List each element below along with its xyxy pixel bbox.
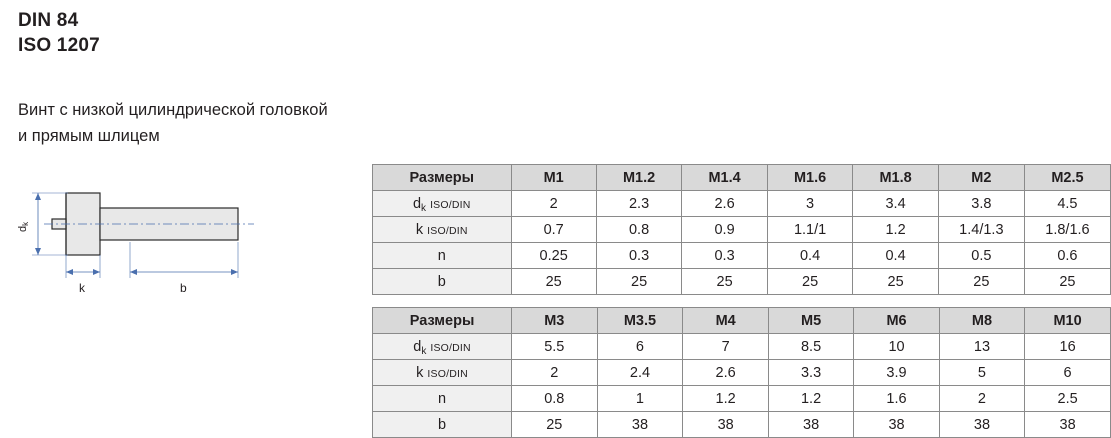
table-cell: 5.5 (512, 334, 597, 360)
title-block (18, 8, 358, 58)
table-cell: 4.5 (1024, 191, 1110, 217)
table-cell: 13 (939, 334, 1024, 360)
table-cell: 3.4 (853, 191, 939, 217)
table-cell: 2.6 (683, 360, 768, 386)
table-cell: 1.2 (768, 386, 853, 412)
dimension-k-label: k (79, 281, 85, 295)
table-cell: 38 (854, 412, 939, 438)
table-cell: 1.6 (854, 386, 939, 412)
row-label: b (373, 412, 512, 438)
table-cell: 38 (683, 412, 768, 438)
table-row (373, 334, 1111, 360)
table-cell: 25 (938, 269, 1024, 295)
header-cell: M4 (683, 308, 768, 334)
table-cell: 0.4 (853, 243, 939, 269)
table-cell: 3 (767, 191, 853, 217)
row-label: $d_k$ ISO/DIN (373, 191, 512, 217)
table-cell: 0.3 (596, 243, 682, 269)
header-cell: M2 (938, 165, 1024, 191)
header-cell: M1.4 (682, 165, 768, 191)
standard-din: DIN 84 (18, 10, 79, 31)
row-label: k ISO/DIN (373, 360, 512, 386)
table-cell: 0.8 (596, 217, 682, 243)
table-cell: 10 (854, 334, 939, 360)
table-row (373, 386, 1111, 412)
description-line-1: Винт с низкой цилиндрической головкой (18, 101, 328, 119)
table-row (373, 243, 1111, 269)
row-label: $d_k$ ISO/DIN (373, 334, 512, 360)
table-cell: 25 (511, 269, 596, 295)
table-cell: 8.5 (768, 334, 853, 360)
table-cell: 5 (939, 360, 1024, 386)
table-cell: 25 (1024, 269, 1110, 295)
table-cell: 2.5 (1025, 386, 1111, 412)
table-cell: 0.6 (1024, 243, 1110, 269)
table-cell: 2.6 (682, 191, 768, 217)
table-cell: 0.9 (682, 217, 768, 243)
spec-table-1 (372, 164, 1111, 295)
header-cell: M3.5 (597, 308, 683, 334)
table-row (373, 269, 1111, 295)
header-cell: M1.2 (596, 165, 682, 191)
table-cell: 1.1/1 (767, 217, 853, 243)
table-cell: 1.4/1.3 (938, 217, 1024, 243)
table-header-row (373, 165, 1111, 191)
header-cell: M3 (512, 308, 597, 334)
header-cell: M2.5 (1024, 165, 1110, 191)
row-label: n (373, 386, 512, 412)
table-cell: 0.7 (511, 217, 596, 243)
table-cell: 7 (683, 334, 768, 360)
table-cell: 2.4 (597, 360, 683, 386)
table-cell: 3.3 (768, 360, 853, 386)
table-cell: 0.8 (512, 386, 597, 412)
dimension-b-label: b (180, 281, 187, 295)
table-row (373, 191, 1111, 217)
row-label: b (373, 269, 512, 295)
header-cell: M1 (511, 165, 596, 191)
table-cell: 1.2 (853, 217, 939, 243)
table-cell: 38 (939, 412, 1024, 438)
table-cell: 0.3 (682, 243, 768, 269)
header-cell: M10 (1025, 308, 1111, 334)
dimensions-table-large (372, 307, 1111, 438)
table-cell: 1 (597, 386, 683, 412)
header-cell: Размеры (373, 165, 512, 191)
table-cell: 3.8 (938, 191, 1024, 217)
header-cell: M8 (939, 308, 1024, 334)
header-cell: M5 (768, 308, 853, 334)
table-cell: 25 (682, 269, 768, 295)
table-cell: 3.9 (854, 360, 939, 386)
table-cell: 6 (597, 334, 683, 360)
table-cell: 2 (511, 191, 596, 217)
description-line-2: и прямым шлицем (18, 127, 160, 145)
table-header-row (373, 308, 1111, 334)
table-cell: 16 (1025, 334, 1111, 360)
header-cell: M1.6 (767, 165, 853, 191)
table-cell: 38 (768, 412, 853, 438)
screw-technical-drawing (8, 160, 348, 300)
table-cell: 1.8/1.6 (1024, 217, 1110, 243)
table-cell: 0.25 (511, 243, 596, 269)
table-cell: 2 (512, 360, 597, 386)
table-cell: 25 (596, 269, 682, 295)
table-cell: 0.5 (938, 243, 1024, 269)
header-cell: M1.8 (853, 165, 939, 191)
table-cell: 25 (853, 269, 939, 295)
table-cell: 2 (939, 386, 1024, 412)
table-cell: 1.2 (683, 386, 768, 412)
table-row (373, 360, 1111, 386)
standard-iso: ISO 1207 (18, 35, 100, 56)
row-label: n (373, 243, 512, 269)
description-block (18, 97, 438, 149)
table-row (373, 217, 1111, 243)
table-cell: 38 (1025, 412, 1111, 438)
table-cell: 2.3 (596, 191, 682, 217)
row-label: k ISO/DIN (373, 217, 512, 243)
table-cell: 25 (767, 269, 853, 295)
header-cell: Размеры (373, 308, 512, 334)
spec-table-2 (372, 307, 1111, 438)
table-cell: 6 (1025, 360, 1111, 386)
table-cell: 0.4 (767, 243, 853, 269)
header-cell: M6 (854, 308, 939, 334)
table-cell: 25 (512, 412, 597, 438)
table-cell: 38 (597, 412, 683, 438)
dimension-dk-label: dk (17, 221, 30, 232)
dimensions-table-small (372, 164, 1111, 295)
